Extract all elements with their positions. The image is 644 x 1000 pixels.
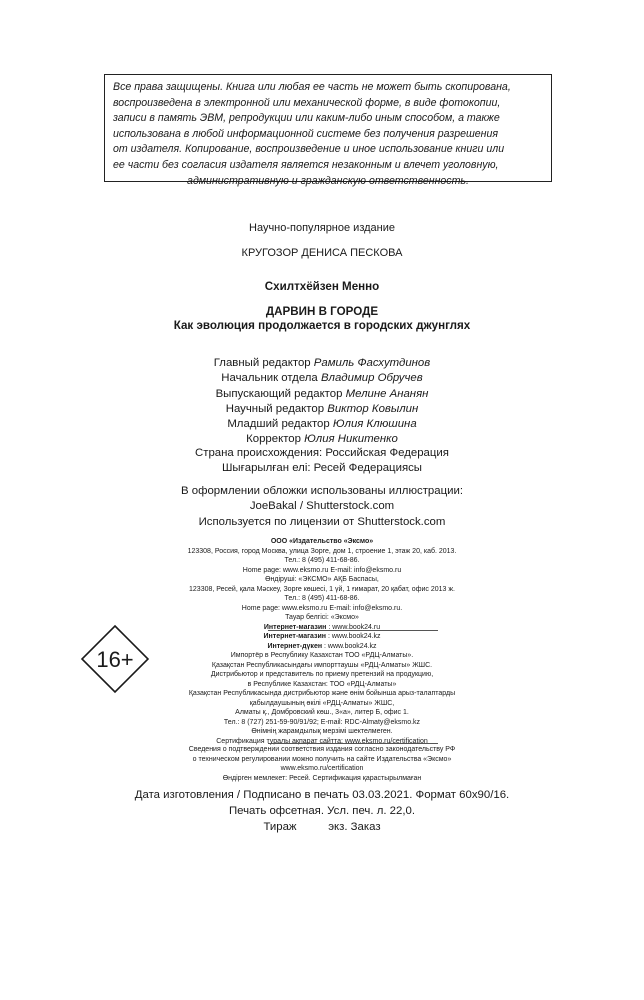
copyright-line: ее части без согласия издателя является незаконным и влечет уголовную,: [113, 158, 499, 171]
kazakhstan-info: Интернет-магазин : www.book24.kz Интернет-дүкен : www.book24.kz Импортёр в Республику Казахстан ТОО «РДЦ-Алматы». Қазақстан Республикасындағы импорттаушы «РДЦ-Алматы» ЖШС. Дистрибьютор и представитель по приему претензий на продукцию, в Республике Казахстан: ТОО «РДЦ-Алматы» Қазақстан Республикасында дистрибьютор және өнім бойынша арыз-талаптарды қабылдаушының өкілі «РДЦ-Алматы» ЖШС, Алматы қ., Домбровский көш., 3«а», литер Б, офис 1. Тел.: 8 (727) 251-59-90/91/92; E-mail: RDC-Almaty@eksmo.kz Өнімнің жарамдылық мерзімі шектелмеген. Сертификация туралы ақпарат сайтта: www.eksmo.ru/certification: [0, 632, 644, 746]
divider: [268, 630, 438, 631]
origin-info: Страна происхождения: Российская Федерация Шығарылған елі: Ресей Федерациясы: [195, 447, 449, 475]
publisher-info: ООО «Издательство «Эксмо» 123308, Россия, город Москва, улица Зорге, дом 1, строение 1, этаж 20, каб. 2013. Тел.: 8 (495) 411-68-86. Home page: www.eksmo.ru E-mail: info@eksmo.ru Өндіруші: «ЭКСМО» АҚБ Баспасы, 123308, Ресей, қала Мәскеу, Зорге көшесі, 1 үй, 1 ғимарат, 20 қабат, офис 2013 ж. Тел.: 8 (495) 411-68-86. Home page: www.eksmo.ru E-mail: info@eksmo.ru. Тауар белгісі: «Эксмо» Интернет-магазин : www.book24.ru: [0, 537, 644, 632]
book-subtitle: Как эволюция продолжается в городских джунглях: [173, 319, 471, 332]
print-imprint: Дата изготовления / Подписано в печать 03.03.2021. Формат 60x90/16. Печать офсетная. Усл. печ. л. 22,0. Тираж экз. Заказ: [134, 789, 510, 833]
cover-credit: В оформлении обложки использованы иллюстрации: JoeBakal / Shutterstock.com Используется по лицензии от Shutterstock.com: [180, 485, 463, 528]
credit-line: Научный редактор Виктор Ковылин: [225, 402, 419, 415]
copyright-notice: [104, 74, 552, 187]
credit-line: Младший редактор Юлия Клюшина: [227, 418, 417, 431]
copyright-line: административную и гражданскую ответственность.: [187, 174, 469, 187]
online-shop-kz-kazakh: Интернет-дүкен : www.book24.kz: [267, 642, 377, 650]
editorial-credits: [0, 356, 644, 448]
book-title: ДАРВИН В ГОРОДЕ: [265, 305, 379, 318]
online-shop-kz: Интернет-магазин : www.book24.kz: [263, 633, 381, 640]
online-shop-ru: Интернет-магазин : www.book24.ru: [263, 623, 381, 631]
credit-line: Выпускающий редактор Мелине Ананян: [215, 387, 429, 400]
copyright-line: использована в любой информационной системе без получения разрешения: [113, 127, 499, 140]
age-rating-text: 16+: [96, 647, 134, 672]
copyright-line: воспроизведена в электронной или механической форме, в виде фотокопии,: [113, 96, 501, 109]
credit-line: Корректор Юлия Никитенко: [246, 433, 398, 446]
credit-line: Главный редактор Рамиль Фасхутдинов: [213, 357, 431, 369]
credit-line: Начальник отдела Владимир Обручев: [221, 372, 423, 385]
series-name: КРУГОЗОР ДЕНИСА ПЕСКОВА: [241, 247, 403, 259]
copyright-line: записи в память ЭВМ, репродукции или каким-либо иным способом, а также: [113, 112, 500, 125]
copyright-line: Все права защищены. Книга или любая ее часть не может быть скопирована,: [113, 81, 511, 93]
author-name: Схилтхёйзен Менно: [264, 280, 380, 293]
age-rating-badge: [80, 624, 150, 694]
certification-info: Сведения о подтверждении соответствия издания согласно законодательству РФ о техническом регулировании можно получить на сайте Издательства «Эксмо» www.eksmo.ru/certification Өндірген мемлекет: Ресей. Сертификация қарастырылмаған: [188, 746, 456, 782]
copyright-line: от издателя. Копирование, воспроизведение и иное использование книги или: [113, 143, 505, 156]
edition-type: Научно-популярное издание: [249, 222, 395, 234]
divider: [268, 743, 438, 744]
